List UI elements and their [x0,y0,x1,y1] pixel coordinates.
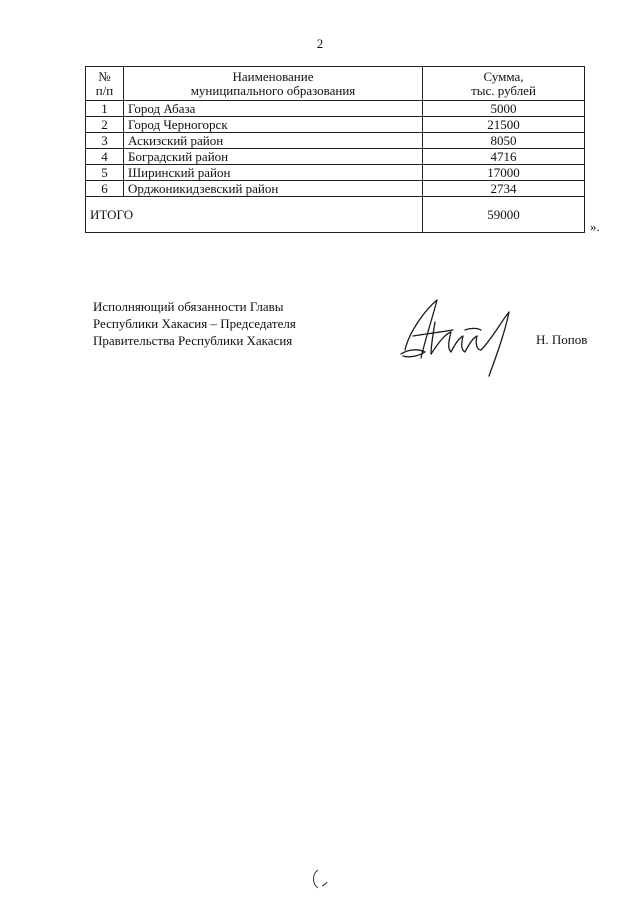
header-num [86,67,124,101]
row-num: 2 [86,117,124,133]
position-line: Республики Хакасия – Председателя [93,316,296,331]
handwritten-signature-icon [395,292,535,382]
table-row [86,181,585,197]
row-name: Город Абаза [124,101,423,117]
table-row [86,117,585,133]
row-sum: 2734 [423,181,585,197]
scan-mark-icon [308,866,332,892]
table-header-row [86,67,585,101]
row-num: 3 [86,133,124,149]
header-num-line1: № [98,68,111,84]
header-sum [423,67,585,101]
row-name: Орджоникидзевский район [124,181,423,197]
row-num: 1 [86,101,124,117]
row-num: 5 [86,165,124,181]
row-name: Аскизский район [124,133,423,149]
allocation-table [85,66,585,233]
total-label: ИТОГО [86,197,423,233]
signer-name: Н. Попов [536,332,588,347]
table-row [86,149,585,165]
header-num-line2: п/п [95,82,114,98]
row-sum: 5000 [423,101,585,117]
position-line: Исполняющий обязанности Главы [93,299,284,314]
position-line: Правительства Республики Хакасия [93,333,293,348]
header-sum-line1: Сумма, [483,68,524,84]
page-number: 2 [316,36,324,51]
closing-quote: ». [590,219,600,234]
row-sum: 17000 [423,165,585,181]
table-row [86,101,585,117]
header-name [124,67,423,101]
row-num: 6 [86,181,124,197]
row-name: Город Черногорск [124,117,423,133]
row-name: Боградский район [124,149,423,165]
table-row [86,165,585,181]
table-total-row [86,197,585,233]
row-name: Ширинский район [124,165,423,181]
total-sum: 59000 [423,197,585,233]
signatory-position [93,298,296,349]
header-name-line1: Наименование [232,68,314,84]
header-name-line2: муниципального образования [190,82,356,98]
table-row [86,133,585,149]
row-sum: 21500 [423,117,585,133]
row-num: 4 [86,149,124,165]
row-sum: 8050 [423,133,585,149]
header-sum-line2: тыс. рублей [471,82,536,98]
row-sum: 4716 [423,149,585,165]
